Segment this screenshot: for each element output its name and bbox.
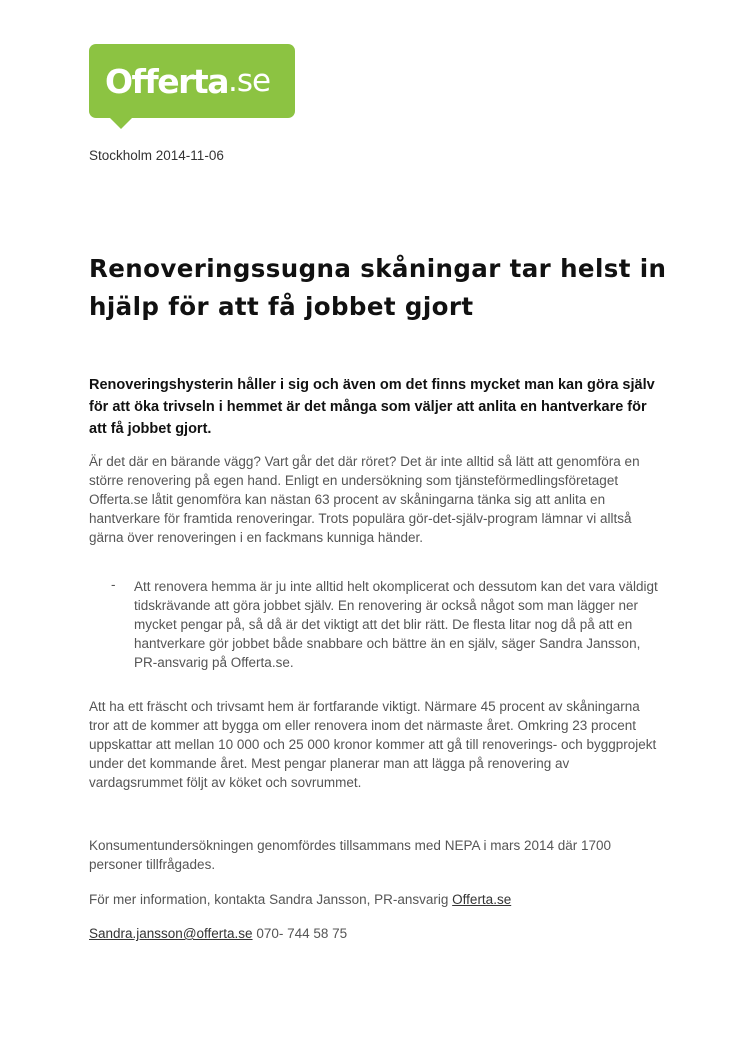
logo-tld-text: .se	[227, 63, 271, 99]
phone-number: 070- 744 58 75	[252, 926, 348, 941]
body-paragraph-1: Är det där en bärande vägg? Vart går det där röret? Det är inte alltid så lätt att genomföra en större renovering på egen hand. Enligt en undersökning som tjänsteförmedlingsföretaget Offerta.se låtit genomföra kan nästan 63 procent av skåningarna tänka sig att anlita en hantverkare för framtida renoveringar. Trots populära gör-det-själv-program lämnar vi alltså gärna över renoveringen i en fackmans kunniga händer.	[89, 454, 640, 545]
contact-email-line	[89, 924, 659, 943]
contact-line	[89, 890, 659, 909]
email-link[interactable]: Sandra.jansson@offerta.se	[89, 926, 253, 941]
dateline: Stockholm 2014-11-06	[89, 148, 224, 163]
lead-paragraph: Renoveringshysterin håller i sig och även om det finns mycket man kan göra själv för att öka trivseln i hemmet är det många som väljer att anlita en hantverkare för att få jobbet gjort.	[89, 377, 655, 437]
body-paragraph-3: Konsumentundersökningen genomfördes tillsammans med NEPA i mars 2014 där 1700 personer tillfrågades.	[89, 838, 612, 872]
body-paragraph-2: Att ha ett fräscht och trivsamt hem är fortfarande viktigt. Närmare 45 procent av skåningarna tror att de kommer att bygga om eller renovera inom det närmaste året. Omkring 23 procent uppskattar att mellan 10 000 och 25 000 kronor kommer att gå till renoverings- och byggprojekt under det kommande året. Mest pengar planerar man att lägga på renovering av vardagsrummet följt av köket och sovrummet.	[89, 699, 657, 790]
quote-bullet: -	[111, 577, 116, 592]
quote-paragraph: Att renovera hemma är ju inte alltid helt okomplicerat och dessutom kan det vara väldigt tidskrävande att göra jobbet själv. En renovering är också något som man lägger ner mycket pengar på, så då är det viktigt att det blir rätt. De flesta litar nog då på att en hantverkare gör jobbet både snabbare och bättre än en själv, säger Sandra Jansson, PR-ansvarig på Offerta.se.	[134, 579, 658, 670]
logo-main-text: Offerta	[105, 61, 228, 101]
offerta-site-link[interactable]: Offerta.se	[452, 892, 512, 907]
headline: Renoveringssugna skåningar tar helst in hjälp för att få jobbet gjort	[89, 254, 667, 321]
contact-intro: För mer information, kontakta Sandra Jansson, PR-ansvarig	[89, 892, 453, 907]
offerta-logo	[89, 44, 295, 118]
